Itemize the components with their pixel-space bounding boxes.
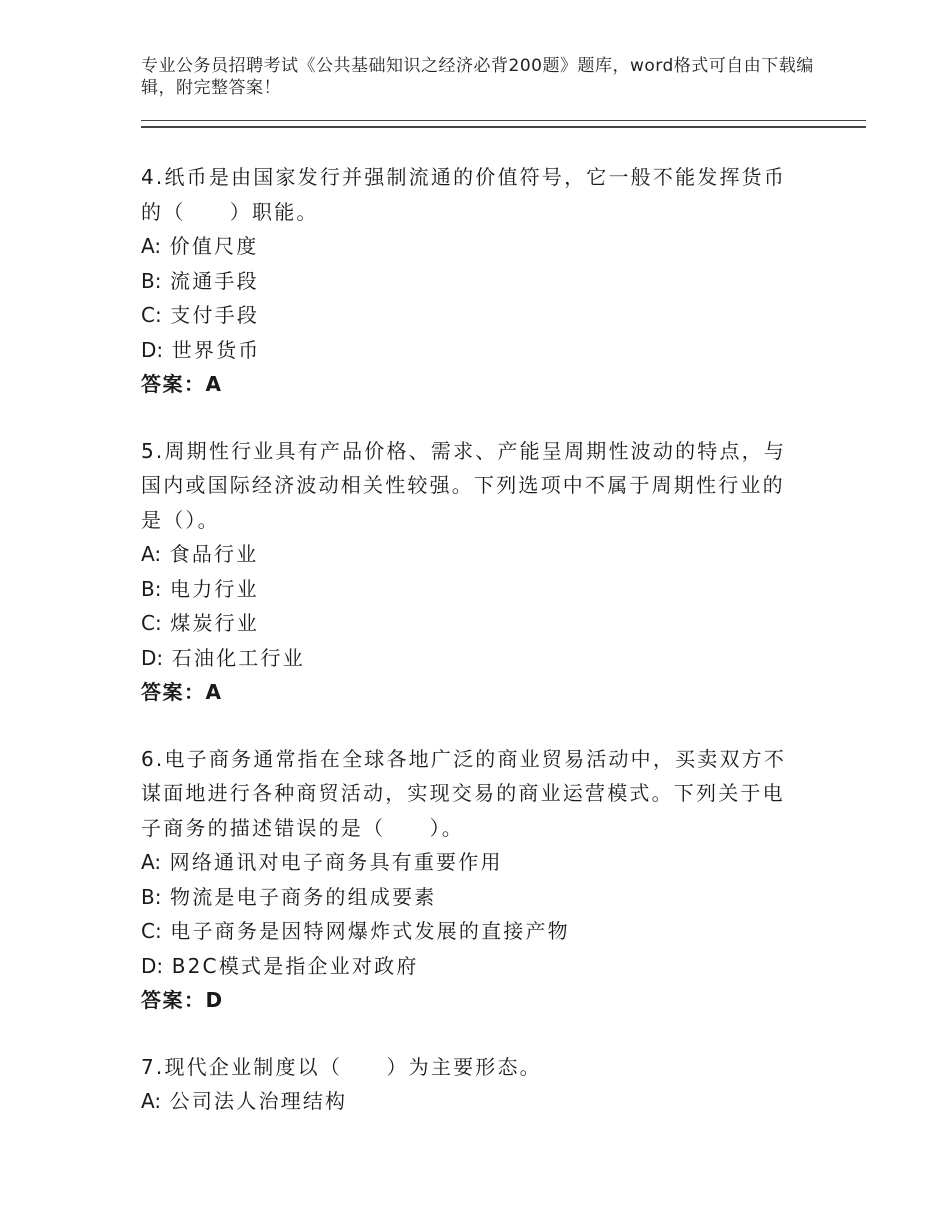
option-d: [141, 333, 801, 368]
option-key: A:: [141, 542, 162, 566]
option-key: D:: [141, 645, 164, 670]
option-key: D:: [141, 337, 164, 362]
question-stem: 7.现代企业制度以（ ）为主要形态。: [141, 1054, 542, 1079]
option-text: 流通手段: [170, 268, 259, 293]
answer: 答案：A: [141, 680, 223, 704]
header-divider: [141, 120, 866, 128]
option-text: 物流是电子商务的组成要素: [170, 884, 437, 909]
document-header: [141, 55, 821, 99]
option-key: D:: [141, 953, 164, 978]
header-title: 专业公务员招聘考试《公共基础知识之经济必背200题》题库，word格式可自由下载编辑，附完整答案！: [141, 56, 814, 98]
option-key: C:: [141, 611, 162, 635]
option-text: 公司法人治理结构: [169, 1089, 348, 1113]
option-d: [141, 949, 801, 984]
option-b: [141, 572, 801, 607]
answer: 答案：A: [141, 372, 223, 396]
option-key: C:: [141, 303, 162, 327]
option-text: 食品行业: [169, 542, 259, 566]
option-c: [141, 914, 801, 949]
option-text: 电子商务是因特网爆炸式发展的直接产物: [170, 919, 570, 943]
option-key: C:: [141, 919, 162, 943]
option-key: A:: [141, 850, 162, 874]
option-text: 煤炭行业: [170, 611, 260, 635]
answer: 答案：D: [141, 988, 224, 1012]
question-list: [141, 160, 801, 1151]
question-5: [141, 434, 801, 710]
option-key: B:: [141, 268, 162, 293]
option-a: [141, 1084, 801, 1119]
option-text: 电力行业: [170, 576, 259, 601]
option-a: [141, 845, 801, 880]
option-c: [141, 606, 801, 641]
option-b: [141, 880, 801, 915]
option-text: 石油化工行业: [171, 645, 305, 670]
option-d: [141, 641, 801, 676]
option-key: A:: [141, 234, 162, 258]
option-a: [141, 229, 801, 264]
option-key: B:: [141, 576, 162, 601]
question-stem: 6.电子商务通常指在全球各地广泛的商业贸易活动中，买卖双方不谋面地进行各种商贸活动，实现交易的商业运营模式。下列关于电子商务的描述错误的是（ ）。: [141, 746, 787, 840]
option-text: 价值尺度: [169, 234, 259, 258]
option-key: B:: [141, 884, 162, 909]
option-a: [141, 537, 801, 572]
question-stem: 4.纸币是由国家发行并强制流通的价值符号，它一般不能发挥货币的（ ）职能。: [141, 165, 787, 224]
option-key: A:: [141, 1089, 162, 1113]
option-text: 支付手段: [170, 303, 260, 327]
option-text: 世界货币: [171, 337, 261, 362]
option-c: [141, 298, 801, 333]
question-stem: 5.周期性行业具有产品价格、需求、产能呈周期性波动的特点，与国内或国际经济波动相关性较强。下列选项中不属于周期性行业的是（）。: [141, 438, 787, 532]
question-4: [141, 160, 801, 402]
question-6: [141, 742, 801, 1018]
option-b: [141, 264, 801, 299]
option-text: B2C模式是指企业对政府: [171, 953, 419, 978]
question-7: [141, 1050, 801, 1119]
option-text: 网络通讯对电子商务具有重要作用: [169, 850, 503, 874]
